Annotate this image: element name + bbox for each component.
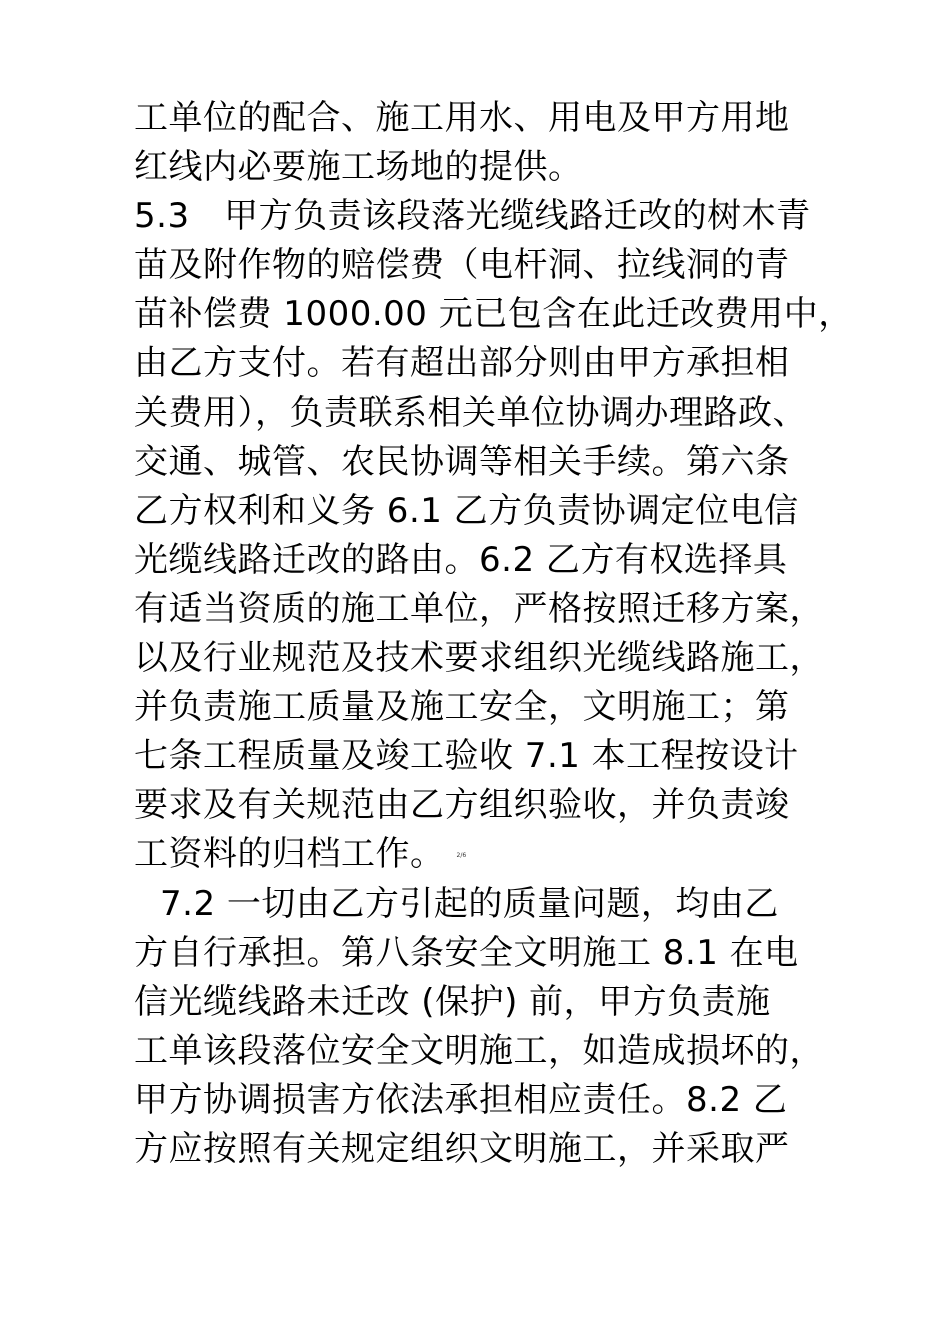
paragraph-line: 信光缆线路未迁改 (保护) 前，甲方负责施 <box>134 981 771 1022</box>
clause-5-3-line: 5.3 甲方负责该段落光缆线路迁改的树木青 <box>134 196 811 237</box>
document-body <box>134 94 854 1174</box>
paragraph-line: 光缆线路迁改的路由。6.2 乙方有权选择具 <box>134 539 788 580</box>
paragraph-line: 工单该段落位安全文明施工，如造成损坏的， <box>134 1030 824 1071</box>
paragraph-line: 交通、城管、农民协调等相关手续。第六条 <box>134 441 790 482</box>
paragraph-line: 乙方权利和义务 6.1 乙方负责协调定位电信 <box>134 490 799 531</box>
page-marker: 2/6 <box>456 852 467 860</box>
paragraph-line: 红线内必要施工场地的提供。 <box>134 147 583 188</box>
paragraph-line-with-marker <box>134 830 854 879</box>
paragraph-line: 工单位的配合、施工用水、用电及甲方用地 <box>134 98 790 138</box>
paragraph-line: 甲方协调损害方依法承担相应责任。8.2 乙 <box>134 1079 788 1120</box>
paragraph-line: 苗及附作物的赔偿费（电杆洞、拉线洞的青 <box>134 245 790 286</box>
paragraph-line: 并负责施工质量及施工安全，文明施工；第 <box>134 687 790 728</box>
paragraph-line: 七条工程质量及竣工验收 7.1 本工程按设计 <box>134 736 799 777</box>
paragraph-line: 方应按照有关规定组织文明施工，并采取严 <box>134 1128 790 1169</box>
paragraph-line: 关费用），负责联系相关单位协调办理路政、 <box>134 392 807 433</box>
paragraph-line-text: 工资料的归档工作。 <box>134 834 445 875</box>
paragraph-line: 以及行业规范及技术要求组织光缆线路施工， <box>134 638 824 679</box>
paragraph-line: 有适当资质的施工单位，严格按照迁移方案， <box>134 588 824 629</box>
paragraph-line: 方自行承担。第八条安全文明施工 8.1 在电 <box>134 932 799 973</box>
paragraph-line: 要求及有关规范由乙方组织验收，并负责竣 <box>134 785 790 826</box>
paragraph-line: 由乙方支付。若有超出部分则由甲方承担相 <box>134 343 790 384</box>
paragraph-line: 苗补偿费 1000.00 元已包含在此迁改费用中， <box>134 294 853 335</box>
clause-7-2-line: 7.2 一切由乙方引起的质量问题，均由乙 <box>160 883 779 924</box>
